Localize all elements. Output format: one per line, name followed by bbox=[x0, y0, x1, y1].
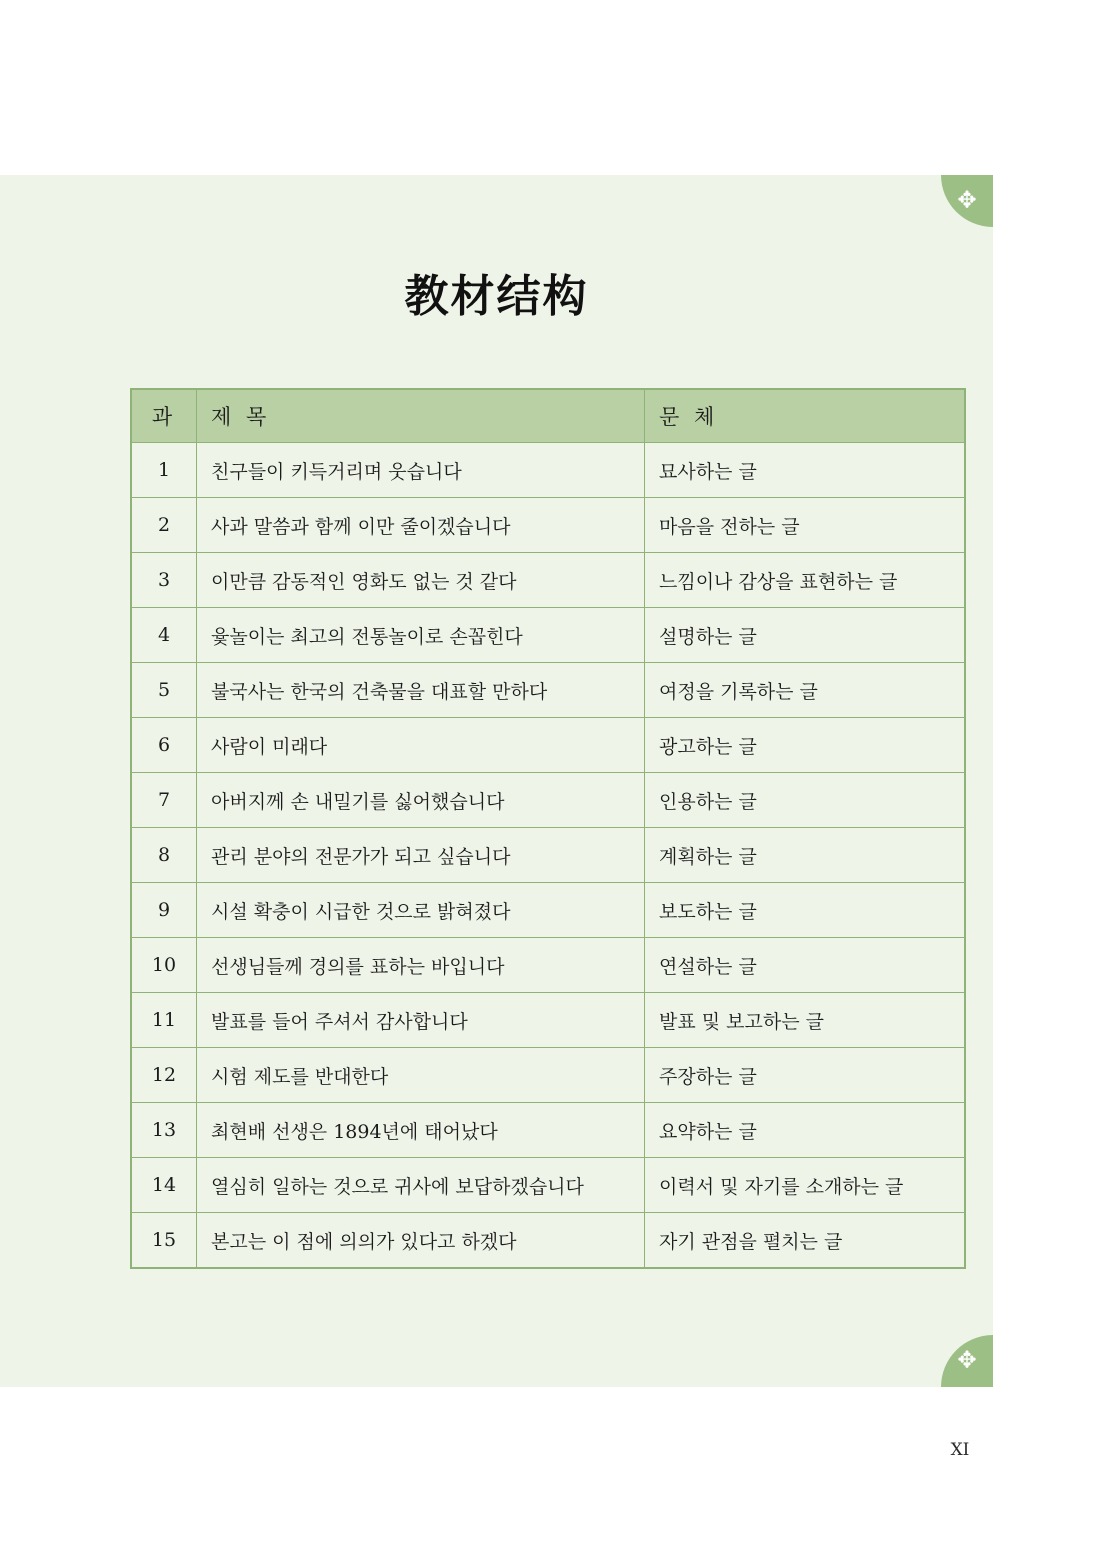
cell-style: 계획하는 글 bbox=[645, 828, 966, 883]
structure-table bbox=[130, 388, 966, 1269]
cell-title: 사과 말씀과 함께 이만 줄이겠습니다 bbox=[197, 498, 645, 553]
table-row bbox=[131, 938, 965, 993]
table-row bbox=[131, 773, 965, 828]
cell-lesson-no: 15 bbox=[131, 1213, 197, 1269]
cell-lesson-no: 6 bbox=[131, 718, 197, 773]
cell-style: 여정을 기록하는 글 bbox=[645, 663, 966, 718]
cell-title: 사람이 미래다 bbox=[197, 718, 645, 773]
cell-title: 선생님들께 경의를 표하는 바입니다 bbox=[197, 938, 645, 993]
cell-title: 아버지께 손 내밀기를 싫어했습니다 bbox=[197, 773, 645, 828]
header-writing-style: 문 체 bbox=[645, 389, 966, 443]
cell-lesson-no: 12 bbox=[131, 1048, 197, 1103]
cell-lesson-no: 1 bbox=[131, 443, 197, 498]
cell-style: 묘사하는 글 bbox=[645, 443, 966, 498]
cell-style: 설명하는 글 bbox=[645, 608, 966, 663]
cell-title: 이만큼 감동적인 영화도 없는 것 같다 bbox=[197, 553, 645, 608]
table-row bbox=[131, 608, 965, 663]
ornament-glyph-top-icon: ✥ bbox=[957, 187, 977, 214]
cell-style: 발표 및 보고하는 글 bbox=[645, 993, 966, 1048]
table-row bbox=[131, 1103, 965, 1158]
table-row bbox=[131, 1048, 965, 1103]
table-row bbox=[131, 828, 965, 883]
cell-title: 불국사는 한국의 건축물을 대표할 만하다 bbox=[197, 663, 645, 718]
cell-style: 요약하는 글 bbox=[645, 1103, 966, 1158]
page-number: XI bbox=[950, 1440, 970, 1460]
cell-style: 보도하는 글 bbox=[645, 883, 966, 938]
cell-lesson-no: 3 bbox=[131, 553, 197, 608]
cell-style: 이력서 및 자기를 소개하는 글 bbox=[645, 1158, 966, 1213]
cell-title: 시험 제도를 반대한다 bbox=[197, 1048, 645, 1103]
table-row bbox=[131, 718, 965, 773]
table-row bbox=[131, 498, 965, 553]
cell-lesson-no: 10 bbox=[131, 938, 197, 993]
cell-lesson-no: 4 bbox=[131, 608, 197, 663]
cell-title: 친구들이 키득거리며 웃습니다 bbox=[197, 443, 645, 498]
cell-lesson-no: 5 bbox=[131, 663, 197, 718]
cell-style: 인용하는 글 bbox=[645, 773, 966, 828]
cell-lesson-no: 2 bbox=[131, 498, 197, 553]
cell-title: 시설 확충이 시급한 것으로 밝혀졌다 bbox=[197, 883, 645, 938]
cell-lesson-no: 11 bbox=[131, 993, 197, 1048]
cell-style: 느낌이나 감상을 표현하는 글 bbox=[645, 553, 966, 608]
cell-lesson-no: 14 bbox=[131, 1158, 197, 1213]
page-sheet bbox=[0, 175, 993, 1387]
cell-title: 윷놀이는 최고의 전통놀이로 손꼽힌다 bbox=[197, 608, 645, 663]
cell-lesson-no: 7 bbox=[131, 773, 197, 828]
table-row bbox=[131, 663, 965, 718]
ornament-glyph-bottom-icon: ✥ bbox=[957, 1347, 977, 1374]
header-lesson-no: 과 bbox=[131, 389, 197, 443]
table-row bbox=[131, 553, 965, 608]
cell-title: 관리 분야의 전문가가 되고 싶습니다 bbox=[197, 828, 645, 883]
cell-title: 본고는 이 점에 의의가 있다고 하겠다 bbox=[197, 1213, 645, 1269]
table-body bbox=[131, 443, 965, 1269]
table-header-row bbox=[131, 389, 965, 443]
cell-lesson-no: 8 bbox=[131, 828, 197, 883]
table-row bbox=[131, 1213, 965, 1269]
table-row bbox=[131, 993, 965, 1048]
cell-style: 주장하는 글 bbox=[645, 1048, 966, 1103]
structure-table-wrapper bbox=[130, 388, 930, 1269]
table-row bbox=[131, 1158, 965, 1213]
cell-title: 최현배 선생은 1894년에 태어났다 bbox=[197, 1103, 645, 1158]
cell-title: 열심히 일하는 것으로 귀사에 보답하겠습니다 bbox=[197, 1158, 645, 1213]
cell-title: 발표를 들어 주셔서 감사합니다 bbox=[197, 993, 645, 1048]
table-head bbox=[131, 389, 965, 443]
table-row bbox=[131, 443, 965, 498]
cell-lesson-no: 13 bbox=[131, 1103, 197, 1158]
header-title: 제 목 bbox=[197, 389, 645, 443]
cell-lesson-no: 9 bbox=[131, 883, 197, 938]
cell-style: 광고하는 글 bbox=[645, 718, 966, 773]
cell-style: 자기 관점을 펼치는 글 bbox=[645, 1213, 966, 1269]
cell-style: 마음을 전하는 글 bbox=[645, 498, 966, 553]
corner-ornament-bottom-icon bbox=[941, 1335, 993, 1387]
table-row bbox=[131, 883, 965, 938]
corner-ornament-top-icon bbox=[941, 175, 993, 227]
cell-style: 연설하는 글 bbox=[645, 938, 966, 993]
page-title: 教材结构 bbox=[404, 271, 589, 322]
